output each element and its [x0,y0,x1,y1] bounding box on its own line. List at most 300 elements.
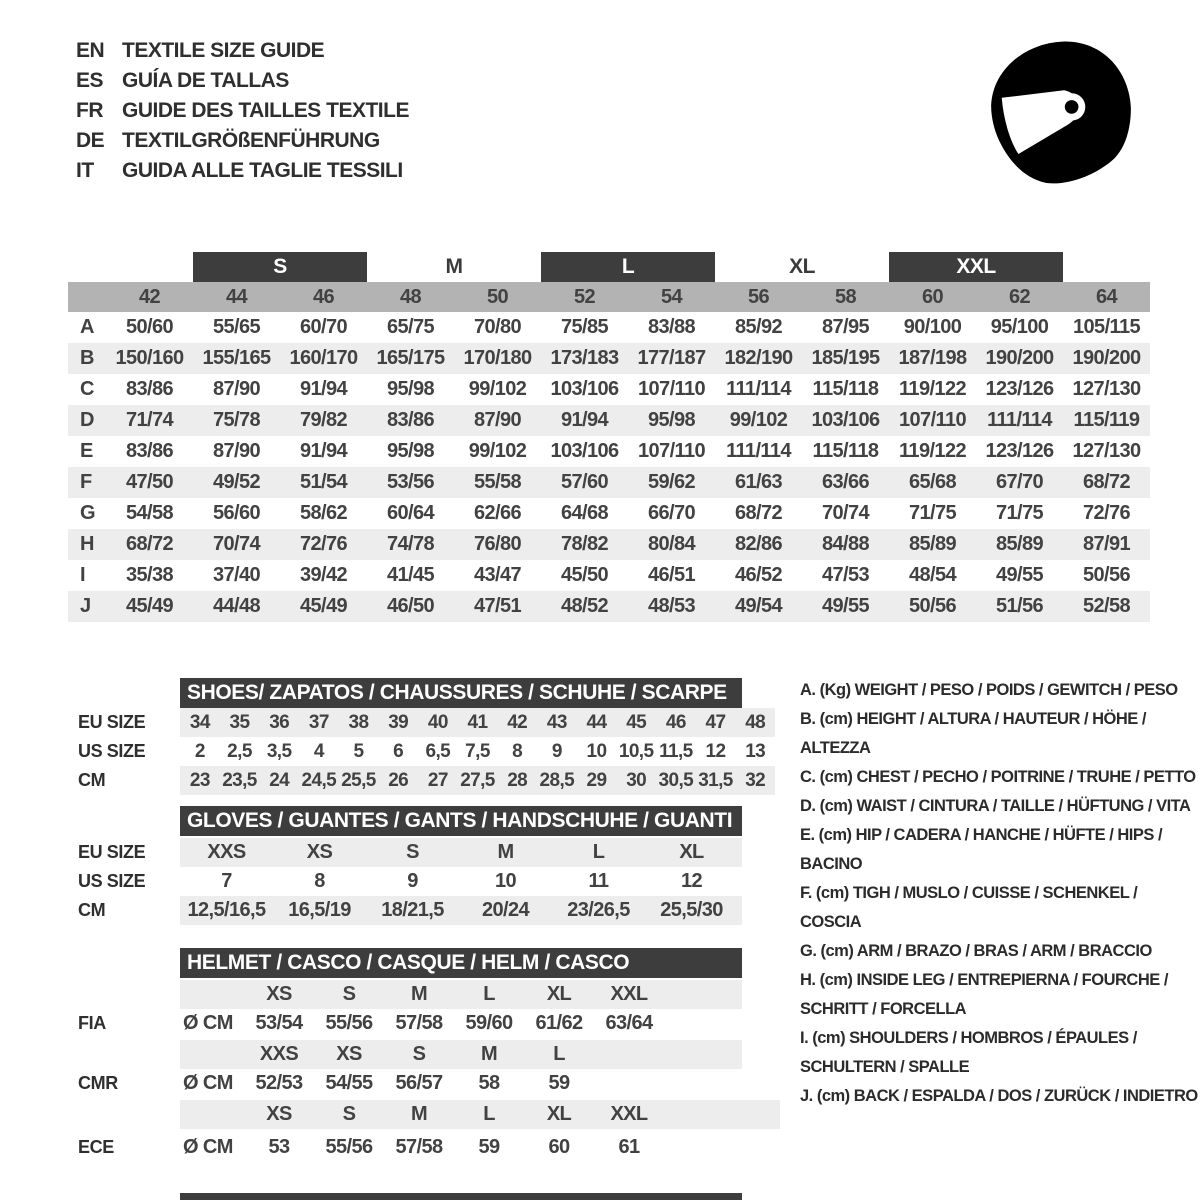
size-cell: 47/53 [821,564,870,586]
value-cell: 32 [745,769,766,791]
legend-item: B. (cm) HEIGHT / ALTURA / HAUTEUR / HÖHE / ALTEZZA [800,710,1146,757]
language-row [76,126,409,156]
size-cell: 50/56 [908,595,957,617]
size-cell: 119/122 [899,440,966,462]
size-cell: 91/94 [560,409,609,431]
language-row [76,96,409,126]
value-cell: 34 [189,711,210,733]
value-cell: 5 [353,740,364,762]
size-cell: 170/180 [463,347,532,369]
value-cell: 46 [665,711,686,733]
value-cell: XS [306,841,333,863]
helmet-size-label: S [412,1043,426,1065]
language-label: TEXTILGRÖßENFÜHRUNG [122,129,380,152]
row-label: C [80,378,95,400]
size-cell: 87/90 [212,440,261,462]
size-cell: 67/70 [995,471,1044,493]
size-cell: 41/45 [386,564,435,586]
size-cell: 83/86 [125,378,174,400]
size-column-header: 58 [834,285,857,308]
helmet-size-label: XXL [610,983,648,1005]
value-cell: 57/58 [395,1136,443,1158]
size-cell: 190/200 [985,347,1054,369]
language-code: IT [76,159,94,182]
value-cell: 10 [494,870,517,892]
value-cell: 12 [680,870,703,892]
size-cell: 68/72 [125,533,174,555]
size-column-header: 64 [1095,285,1118,308]
gloves-rows-row [180,838,742,867]
size-row-e [68,436,1150,467]
helmet-size-label: L [483,983,495,1005]
legend-item: C. (cm) CHEST / PECHO / POITRINE / TRUHE / PETTO [800,768,1196,786]
size-cell: 95/98 [647,409,696,431]
value-cell: 9 [551,740,562,762]
diameter-unit-label: Ø CM [183,1136,233,1158]
row-label: B [80,347,95,369]
size-cell: 47/50 [125,471,174,493]
value-cell: 56/57 [395,1072,443,1094]
legend-item: G. (cm) ARM / BRAZO / BRAS / ARM / BRACCIO [800,942,1152,960]
value-cell: 43 [546,711,567,733]
value-cell: 6 [393,740,404,762]
size-cell: 119/122 [899,378,966,400]
size-cell: 123/126 [985,440,1054,462]
value-cell: 45 [626,711,647,733]
value-cell: 27,5 [460,769,495,791]
size-cell: 185/195 [811,347,880,369]
size-cell: 45/49 [299,595,348,617]
size-row-d [68,405,1150,436]
value-cell: 25,5/30 [660,899,723,921]
helmet-size-label: XS [266,983,292,1005]
value-cell: 13 [745,740,766,762]
legend-item: J. (cm) BACK / ESPALDA / DOS / ZURÜCK / INDIETRO [800,1087,1198,1105]
bottom-cropped-bar [180,1193,742,1200]
value-cell: 52/53 [255,1072,303,1094]
value-cell: 12 [705,740,726,762]
size-cell: 187/198 [898,347,967,369]
value-cell: 24 [269,769,290,791]
size-cell: 49/55 [821,595,870,617]
size-cell: 111/114 [726,378,791,400]
size-cell: 85/89 [908,533,957,555]
size-row-g [68,498,1150,529]
size-cell: 78/82 [560,533,609,555]
helmet-size-label: XXL [610,1103,648,1125]
helmet-sizes-row [180,1100,780,1129]
helmet-size-label: L [553,1043,565,1065]
value-cell: 38 [348,711,369,733]
helmet-title: HELMET / CASCO / CASQUE / HELM / CASCO [180,948,742,978]
language-code: EN [76,39,105,62]
helmet-size-label: M [410,983,428,1005]
size-cell: 87/90 [212,378,261,400]
size-group-m: M [445,255,463,278]
size-cell: 83/86 [386,409,435,431]
size-cell: 72/76 [299,533,348,555]
helmet-values-row-fia [180,1009,742,1038]
row-label: F [80,471,93,493]
helmet-table [180,948,780,1162]
size-cell: 50/56 [1082,564,1131,586]
size-cell: 95/100 [990,316,1049,338]
value-cell: M [497,841,514,863]
shoes-label-us-size: US SIZE [78,741,146,761]
value-cell: 2 [194,740,205,762]
size-cell: 43/47 [473,564,522,586]
row-label: E [80,440,94,462]
language-code: FR [76,99,103,122]
gloves-rows-row [180,867,742,896]
size-cell: 37/40 [212,564,261,586]
helmet-size-label: S [342,1103,356,1125]
helmet-size-label: S [342,983,356,1005]
size-cell: 50/60 [125,316,174,338]
value-cell: 6,5 [425,740,451,762]
value-cell: L [592,841,605,863]
helmet-values-row-ece [180,1133,742,1162]
helmet-size-label: XL [546,983,572,1005]
size-cell: 87/90 [473,409,522,431]
helmet-size-label: M [410,1103,428,1125]
helmet-size-label: M [480,1043,498,1065]
size-cell: 48/54 [908,564,957,586]
value-cell: 55/56 [325,1136,373,1158]
helmet-values-row-cmr [180,1069,742,1098]
size-column-header: 62 [1008,285,1031,308]
size-group-xxl: XXL [889,252,1063,282]
size-cell: 52/58 [1082,595,1131,617]
size-cell: 51/54 [299,471,348,493]
gloves-rows [180,838,742,925]
value-cell: XXS [207,841,246,863]
value-cell: 2,5 [227,740,252,762]
value-cell: 61/62 [535,1012,583,1034]
helmet-rows [180,980,780,1162]
size-cell: 111/114 [726,440,791,462]
value-cell: 61 [618,1136,640,1158]
value-cell: 9 [407,870,418,892]
shoes-label-eu-size: EU SIZE [78,712,146,732]
size-column-header: 56 [747,285,770,308]
size-cell: 44/48 [212,595,261,617]
racing-helmet-graphic [982,36,1140,190]
size-cell: 150/160 [115,347,184,369]
size-cell: 48/52 [560,595,609,617]
value-cell: 48 [745,711,766,733]
size-cell: 99/102 [729,409,788,431]
shoes-rows-row [180,737,775,766]
size-cell: 54/58 [125,502,174,524]
legend-item: I. (cm) SHOULDERS / HOMBROS / ÉPAULES / SCHULTERN / SPALLE [800,1029,1137,1076]
shoes-table [180,678,775,795]
language-row [76,156,409,186]
size-cell: 39/42 [299,564,348,586]
size-cell: 49/54 [734,595,783,617]
measurement-legend [800,676,1200,1111]
value-cell: 30,5 [658,769,694,791]
value-cell: 40 [427,711,448,733]
value-cell: 63/64 [605,1012,653,1034]
size-cell: 103/106 [550,440,619,462]
size-cell: 103/106 [550,378,619,400]
size-cell: 46/51 [647,564,696,586]
helmet-size-label: L [483,1103,495,1125]
size-group-s: S [193,252,367,282]
language-list [76,36,409,186]
size-cell: 107/110 [899,409,966,431]
size-column-header: 42 [138,285,161,308]
value-cell: 11,5 [659,740,693,762]
value-cell: 8 [314,870,325,892]
value-cell: 24,5 [301,769,337,791]
value-cell: 23 [189,769,210,791]
size-column-header: 46 [312,285,335,308]
size-cell: 83/88 [647,316,696,338]
value-cell: 28,5 [539,769,575,791]
size-row-f [68,467,1150,498]
shoes-label-cm: CM [78,770,106,790]
value-cell: 11 [588,870,609,892]
size-cell: 64/68 [560,502,609,524]
gloves-label-cm: CM [78,900,106,920]
row-label: G [80,502,96,524]
shoes-rows-row [180,766,775,795]
helmet-sizes-row [180,980,742,1009]
size-group-row [68,252,1150,282]
size-row-c [68,374,1150,405]
value-cell: 36 [269,711,290,733]
helmet-size-label: XXS [259,1043,299,1065]
size-group-xl: XL [789,255,815,278]
size-cell: 71/75 [908,502,957,524]
value-cell: 44 [586,711,607,733]
textile-size-table [68,252,1150,622]
value-cell: 58 [478,1072,500,1094]
size-cell: 173/183 [550,347,619,369]
size-cell: 59/62 [647,471,696,493]
size-cell: 55/58 [473,471,522,493]
language-code: ES [76,69,104,92]
size-cell: 60/64 [386,502,435,524]
value-cell: 25,5 [341,769,376,791]
size-cell: 111/114 [987,409,1052,431]
size-column-header: 50 [486,285,509,308]
value-cell: 7,5 [465,740,490,762]
size-cell: 190/200 [1072,347,1141,369]
helmet-size-label: XS [336,1043,362,1065]
language-label: TEXTILE SIZE GUIDE [122,39,325,62]
helmet-size-label: XS [266,1103,292,1125]
size-cell: 105/115 [1073,316,1140,338]
size-cell: 46/52 [734,564,783,586]
value-cell: 23/26,5 [567,899,630,921]
size-cell: 62/66 [473,502,522,524]
helmet-label-ece: ECE [78,1137,114,1157]
size-cell: 107/110 [638,440,705,462]
value-cell: 7 [221,870,232,892]
size-cell: 71/74 [125,409,174,431]
legend-item: H. (cm) INSIDE LEG / ENTREPIERNA / FOURCHE / SCHRITT / FORCELLA [800,971,1168,1018]
value-cell: 10 [586,740,607,762]
size-cell: 91/94 [299,440,348,462]
size-cell: 35/38 [125,564,174,586]
size-cell: 95/98 [386,378,435,400]
value-cell: 29 [586,769,607,791]
size-cell: 51/56 [995,595,1044,617]
value-cell: 8 [512,740,523,762]
size-cell: 70/74 [821,502,870,524]
size-cell: 84/88 [821,533,870,555]
language-code: DE [76,129,105,152]
value-cell: 31,5 [698,769,733,791]
size-cell: 65/68 [908,471,957,493]
size-cell: 123/126 [985,378,1054,400]
size-cell: 85/92 [734,316,783,338]
size-cell: 79/82 [299,409,348,431]
size-row-h [68,529,1150,560]
gloves-rows-row [180,896,742,925]
value-cell: 23,5 [222,769,257,791]
size-cell: 60/70 [299,316,348,338]
legend-item: D. (cm) WAIST / CINTURA / TAILLE / HÜFTUNG / VITA [800,797,1191,815]
size-cell: 90/100 [903,316,962,338]
size-cell: 72/76 [1082,502,1131,524]
size-cell: 80/84 [647,533,696,555]
legend-item: E. (cm) HIP / CADERA / HANCHE / HÜFTE / HIPS / BACINO [800,826,1163,873]
diameter-unit-label: Ø CM [183,1012,233,1034]
size-table-body [68,312,1150,622]
size-cell: 68/72 [734,502,783,524]
size-cell: 74/78 [386,533,435,555]
size-row-b [68,343,1150,374]
size-row-j [68,591,1150,622]
row-label: J [80,595,92,617]
value-cell: 18/21,5 [381,899,444,921]
value-cell: 55/56 [325,1012,373,1034]
size-cell: 57/60 [560,471,609,493]
gloves-label-eu-size: EU SIZE [78,842,146,862]
value-cell: 26 [388,769,409,791]
value-cell: 54/55 [325,1072,373,1094]
size-cell: 165/175 [376,347,445,369]
value-cell: XL [679,841,704,863]
size-cell: 83/86 [125,440,174,462]
language-row [76,66,409,96]
racing-helmet-icon [982,36,1140,190]
value-cell: 16,5/19 [288,899,351,921]
size-row-i [68,560,1150,591]
value-cell: 37 [308,711,329,733]
value-cell: 42 [507,711,528,733]
value-cell: 59 [478,1136,500,1158]
value-cell: 47 [705,711,726,733]
helmet-label-cmr: CMR [78,1073,118,1093]
size-cell: 115/118 [812,378,879,400]
size-cell: 87/95 [821,316,870,338]
row-label: I [80,564,86,586]
size-cell: 47/51 [473,595,522,617]
size-cell: 56/60 [212,502,261,524]
size-columns-row [68,282,1150,312]
value-cell: 30 [626,769,647,791]
size-cell: 95/98 [386,440,435,462]
value-cell: 39 [388,711,409,733]
language-label: GUIDE DES TAILLES TEXTILE [122,99,409,122]
legend-item: A. (Kg) WEIGHT / PESO / POIDS / GEWITCH / PESO [800,681,1178,699]
legend-item: F. (cm) TIGH / MUSLO / CUISSE / SCHENKEL / COSCIA [800,884,1138,931]
size-cell: 70/74 [212,533,261,555]
gloves-label-us-size: US SIZE [78,871,146,891]
language-label: GUIDA ALLE TAGLIE TESSILI [122,159,403,182]
size-group-l: L [541,252,715,282]
value-cell: 57/58 [395,1012,443,1034]
size-cell: 127/130 [1072,440,1141,462]
size-cell: 58/62 [299,502,348,524]
gloves-table [180,806,742,925]
value-cell: 27 [427,769,448,791]
row-label: A [80,316,95,338]
shoes-rows [180,708,775,795]
size-cell: 75/78 [212,409,261,431]
size-cell: 155/165 [202,347,271,369]
shoes-rows-row [180,708,775,737]
value-cell: 53 [268,1136,290,1158]
size-cell: 115/119 [1073,409,1140,431]
size-cell: 55/65 [212,316,261,338]
size-cell: 103/106 [811,409,880,431]
helmet-label-fia: FIA [78,1013,106,1033]
size-cell: 182/190 [724,347,793,369]
size-cell: 91/94 [299,378,348,400]
value-cell: 12,5/16,5 [187,899,266,921]
size-cell: 61/63 [734,471,783,493]
size-column-header: 52 [573,285,596,308]
value-cell: 53/54 [255,1012,303,1034]
diameter-unit-label: Ø CM [183,1072,233,1094]
gloves-title: GLOVES / GUANTES / GANTS / HANDSCHUHE / GUANTI [180,806,742,836]
size-cell: 76/80 [473,533,522,555]
size-cell: 63/66 [821,471,870,493]
value-cell: 60 [548,1136,570,1158]
value-cell: 41 [467,711,488,733]
row-label: D [80,409,95,431]
language-label: GUÍA DE TALLAS [122,69,289,92]
size-row-a [68,312,1150,343]
size-cell: 70/80 [473,316,522,338]
size-cell: 127/130 [1072,378,1141,400]
helmet-size-label: XL [546,1103,572,1125]
size-cell: 99/102 [468,378,527,400]
size-cell: 160/170 [289,347,358,369]
size-cell: 75/85 [560,316,609,338]
size-cell: 46/50 [386,595,435,617]
value-cell: 59 [548,1072,570,1094]
value-cell: 35 [229,711,250,733]
helmet-sizes-row [180,1040,742,1069]
row-label: H [80,533,95,555]
value-cell: 59/60 [465,1012,513,1034]
value-cell: S [406,841,419,863]
size-column-header: 48 [399,285,422,308]
value-cell: 3,5 [266,740,292,762]
size-column-header: 54 [660,285,683,308]
size-cell: 82/86 [734,533,783,555]
size-column-header: 44 [225,285,248,308]
size-cell: 115/118 [812,440,879,462]
size-cell: 107/110 [638,378,705,400]
